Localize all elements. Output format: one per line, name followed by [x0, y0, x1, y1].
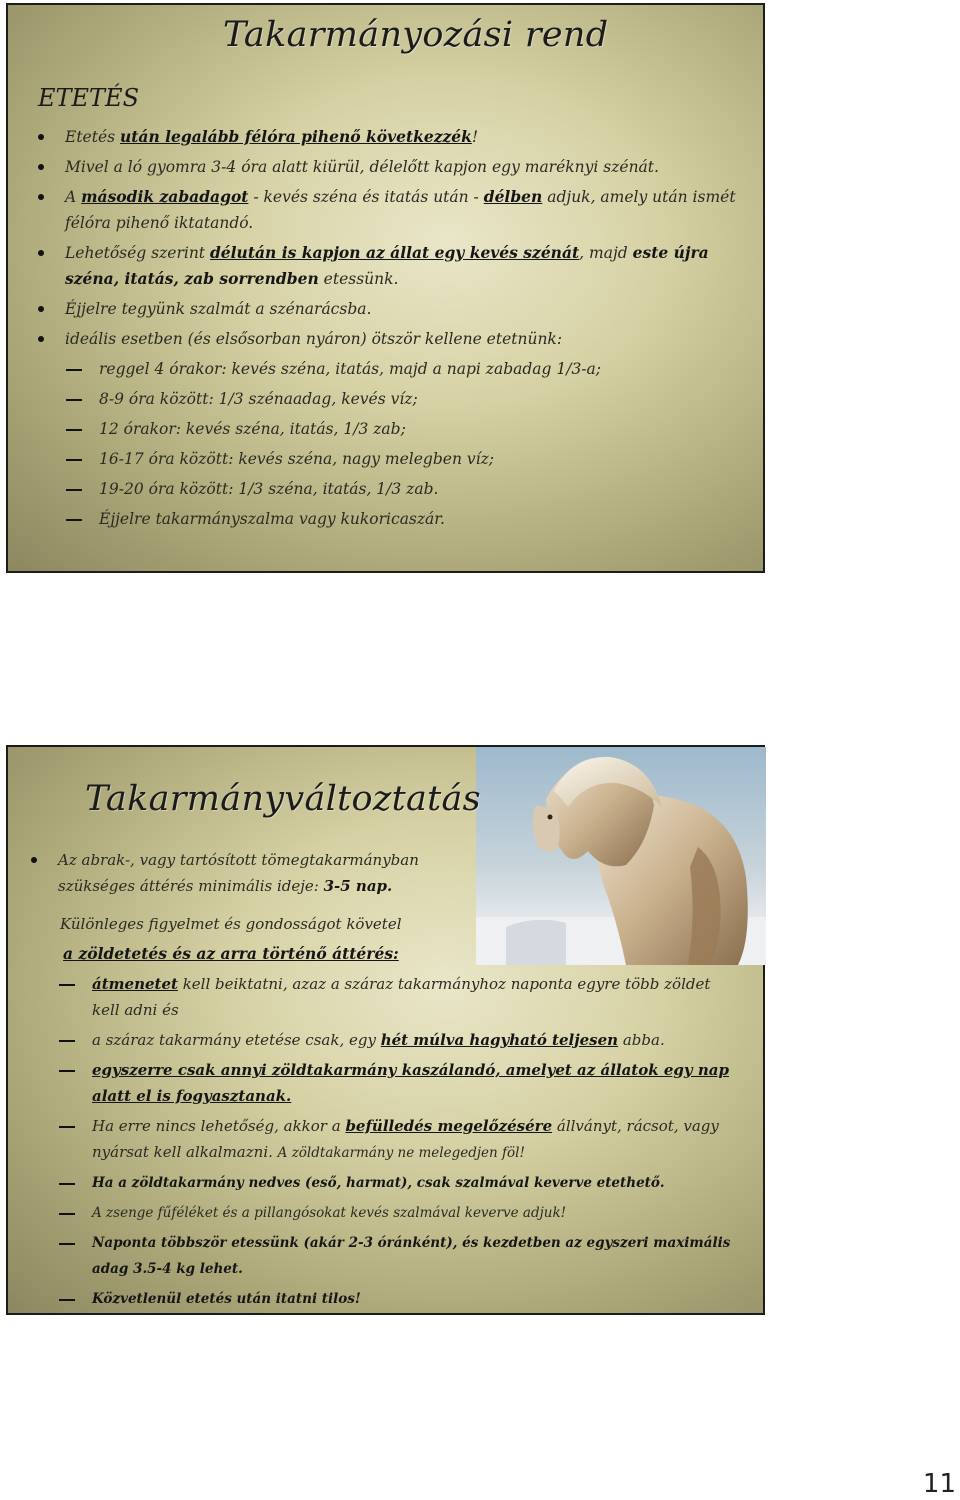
text: abba. [618, 1031, 665, 1049]
text: szükséges áttérés minimális ideje: [58, 877, 324, 895]
bullet-item [65, 326, 745, 352]
feed-change-bullet [58, 847, 478, 899]
text: Éjjelre takarmányszalma vagy kukoricaszár. [99, 510, 445, 528]
dash-item [99, 476, 745, 502]
dash-item [92, 971, 732, 1023]
emphasis: egyszerre csak annyi zöldtakarmány kaszálandó, amelyet az állatok egy nap alatt el is fogyasztanak. [92, 1061, 729, 1105]
text: A [65, 188, 82, 206]
bullet-item [65, 240, 745, 292]
paragraph: Különleges figyelmet és gondosságot követel [60, 915, 402, 933]
bullet-item [65, 296, 745, 322]
text: ideális esetben (és elsősorban nyáron) ötször kellene etetnünk: [65, 330, 563, 348]
text: adjuk, amely után ismét félóra pihenő iktatandó. [65, 188, 736, 232]
dash-item [99, 416, 745, 442]
slide-feeding-schedule [6, 3, 765, 573]
text: 12 órakor: kevés széna, itatás, 1/3 zab; [99, 420, 406, 438]
emphasis: a zöldetetés és az arra történő áttérés: [63, 944, 399, 963]
dash-item [99, 386, 745, 412]
dash-item [99, 446, 745, 472]
dash-item [92, 1057, 732, 1109]
page-number: 11 [922, 1469, 956, 1499]
text: ! [471, 128, 479, 146]
feed-change-dash-list [92, 971, 732, 1316]
bullet-item [65, 184, 745, 236]
emphasis: hét múlva hagyható teljesen [380, 1031, 619, 1049]
text: Ha erre nincs lehetőség, akkor a [92, 1117, 346, 1135]
dash-item [92, 1113, 732, 1166]
text: kell beiktatni, azaz a száraz takarmányhoz naponta egyre több zöldet kell adni és [92, 975, 711, 1019]
text: Etetés [65, 128, 120, 146]
emphasis: után legalább félóra pihenő következzék [120, 127, 472, 146]
text: - kevés széna és itatás után - [248, 188, 484, 206]
dash-item [92, 1230, 732, 1282]
text: , majd [579, 244, 633, 262]
text: Lehetőség szerint [65, 244, 210, 262]
text: etessünk. [318, 270, 399, 288]
emphasis: délután is kapjon az állat egy kevés szénát [209, 243, 580, 262]
emphasis: második zabadagot [81, 187, 249, 206]
slide-feed-change [6, 745, 765, 1315]
emphasis: befülledés megelőzésére [345, 1117, 553, 1135]
dash-item [92, 1286, 732, 1312]
text: a száraz takarmány etetése csak, egy [92, 1031, 381, 1049]
dash-item [92, 1200, 732, 1226]
text: 16-17 óra között: kevés széna, nagy melegben víz; [99, 450, 494, 468]
emphasis: 3-5 nap. [323, 877, 393, 895]
horse-photo [476, 747, 766, 965]
text: A zöldtakarmány ne melegedjen föl! [277, 1145, 525, 1161]
text: állványt, rácsot, vagy nyársat kell alkalmazni. [92, 1117, 719, 1161]
emphasis: délben [483, 187, 543, 206]
paragraph-emphasis [63, 941, 399, 967]
emphasis: átmenetet [92, 975, 178, 993]
emphasis: Ha a zöldtakarmány nedves (eső, harmat), csak szalmával keverve etethető. [92, 1175, 665, 1191]
horse-illustration [476, 747, 766, 965]
text: Éjjelre tegyünk szalmát a szénarácsba. [65, 300, 372, 318]
bullet-item [58, 847, 478, 899]
emphasis: Közvetlenül etetés után itatni tilos! [92, 1291, 361, 1307]
text: reggel 4 órakor: kevés széna, itatás, majd a napi zabadag 1/3-a; [99, 360, 602, 378]
section-heading: ETETÉS [38, 84, 140, 112]
text: Az abrak-, vagy tartósított tömegtakarmányban [58, 851, 419, 869]
dash-item [92, 1170, 732, 1196]
bullet-item [65, 154, 745, 180]
dash-item [92, 1027, 732, 1053]
dash-item [99, 506, 745, 532]
emphasis: este újra széna, itatás, zab sorrendben [65, 243, 709, 288]
bullet-item [65, 124, 745, 150]
text: 19-20 óra között: 1/3 széna, itatás, 1/3 zab. [99, 480, 439, 498]
dash-item [99, 356, 745, 382]
slide-title: Takarmányozási rend [223, 15, 609, 55]
feeding-bullet-list [65, 124, 745, 536]
text: 8-9 óra között: 1/3 szénaadag, kevés víz; [99, 390, 418, 408]
emphasis: Naponta többször etessünk (akár 2-3 óránként), és kezdetben az egyszeri maximális adag 3.5-4 kg lehet. [92, 1235, 731, 1277]
text: A zsenge fűféléket és a pillangósokat kevés szalmával keverve adjuk! [92, 1205, 567, 1221]
text: Mivel a ló gyomra 3-4 óra alatt kiürül, délelőtt kapjon egy maréknyi szénát. [65, 158, 659, 176]
slide-title: Takarmányváltoztatás [85, 779, 481, 819]
